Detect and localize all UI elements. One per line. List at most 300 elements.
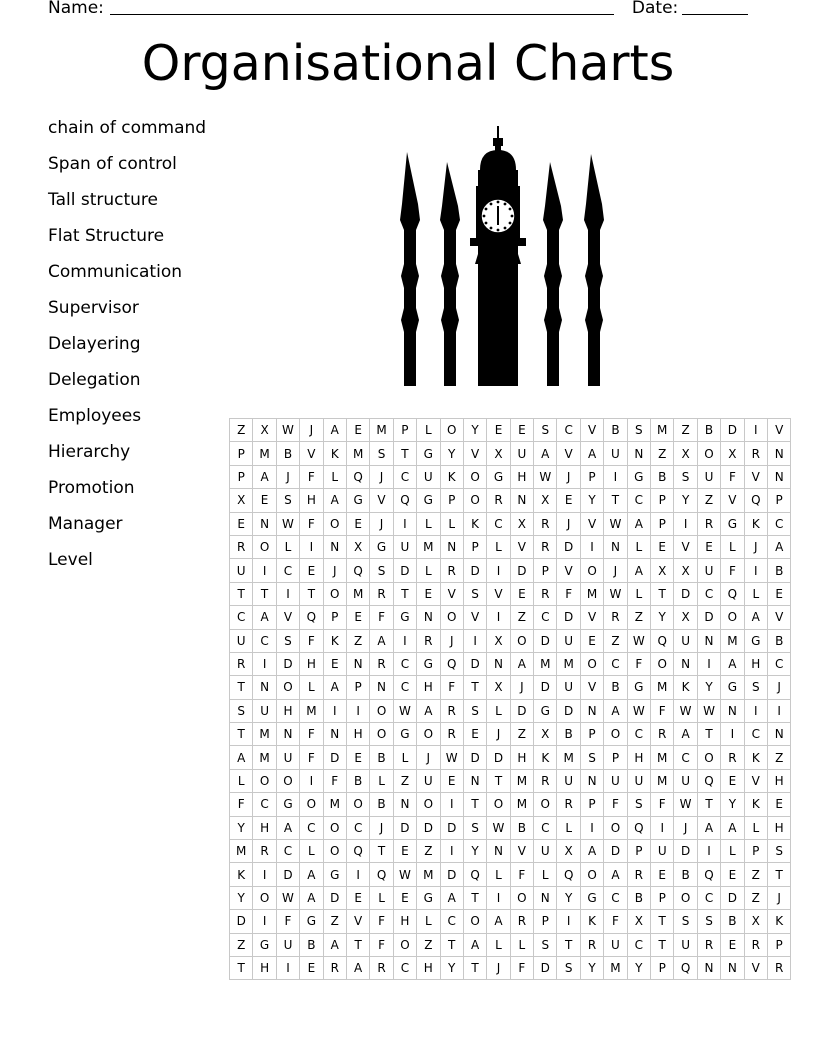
grid-cell[interactable]: B — [370, 793, 393, 816]
grid-cell[interactable]: B — [604, 676, 627, 699]
grid-cell[interactable]: J — [557, 465, 580, 488]
grid-cell[interactable]: X — [487, 676, 510, 699]
grid-cell[interactable]: A — [323, 419, 346, 442]
grid-cell[interactable]: B — [604, 419, 627, 442]
grid-cell[interactable]: Z — [230, 933, 253, 956]
grid-cell[interactable]: E — [417, 582, 440, 605]
grid-cell[interactable]: E — [300, 956, 323, 979]
grid-cell[interactable]: H — [276, 699, 299, 722]
grid-cell[interactable]: P — [440, 489, 463, 512]
grid-cell[interactable]: Z — [651, 442, 674, 465]
grid-cell[interactable]: L — [534, 863, 557, 886]
grid-cell[interactable]: L — [627, 582, 650, 605]
grid-cell[interactable]: E — [580, 629, 603, 652]
grid-cell[interactable]: A — [580, 840, 603, 863]
grid-cell[interactable]: P — [534, 910, 557, 933]
grid-cell[interactable]: U — [230, 629, 253, 652]
grid-cell[interactable]: G — [534, 699, 557, 722]
grid-cell[interactable]: A — [276, 816, 299, 839]
grid-cell[interactable]: S — [534, 933, 557, 956]
date-blank-line[interactable] — [682, 0, 748, 15]
grid-cell[interactable]: M — [580, 582, 603, 605]
grid-cell[interactable]: O — [440, 419, 463, 442]
grid-cell[interactable]: H — [510, 746, 533, 769]
grid-cell[interactable]: T — [230, 956, 253, 979]
grid-cell[interactable]: F — [230, 793, 253, 816]
grid-cell[interactable]: D — [230, 910, 253, 933]
grid-cell[interactable]: H — [300, 652, 323, 675]
grid-cell[interactable]: F — [604, 793, 627, 816]
grid-cell[interactable]: C — [487, 512, 510, 535]
grid-cell[interactable]: R — [744, 442, 767, 465]
grid-cell[interactable]: B — [346, 769, 369, 792]
grid-cell[interactable]: J — [276, 465, 299, 488]
grid-cell[interactable]: Z — [323, 910, 346, 933]
grid-cell[interactable]: Q — [300, 606, 323, 629]
grid-cell[interactable]: N — [440, 535, 463, 558]
grid-cell[interactable]: K — [440, 465, 463, 488]
grid-cell[interactable]: A — [744, 606, 767, 629]
grid-cell[interactable]: A — [417, 699, 440, 722]
grid-cell[interactable]: I — [674, 512, 697, 535]
grid-cell[interactable]: H — [767, 769, 790, 792]
grid-cell[interactable]: I — [463, 629, 486, 652]
grid-cell[interactable]: E — [300, 559, 323, 582]
grid-cell[interactable]: C — [534, 606, 557, 629]
grid-cell[interactable]: G — [627, 676, 650, 699]
grid-cell[interactable]: V — [346, 910, 369, 933]
grid-cell[interactable]: T — [230, 676, 253, 699]
grid-cell[interactable]: O — [323, 512, 346, 535]
grid-cell[interactable]: V — [744, 956, 767, 979]
grid-cell[interactable]: B — [767, 629, 790, 652]
grid-cell[interactable]: T — [463, 793, 486, 816]
grid-cell[interactable]: W — [627, 699, 650, 722]
grid-cell[interactable]: I — [323, 699, 346, 722]
grid-cell[interactable]: M — [253, 723, 276, 746]
grid-cell[interactable]: F — [604, 910, 627, 933]
grid-cell[interactable]: E — [721, 769, 744, 792]
grid-cell[interactable]: R — [534, 535, 557, 558]
grid-cell[interactable]: L — [627, 535, 650, 558]
grid-cell[interactable]: O — [276, 676, 299, 699]
grid-cell[interactable]: S — [230, 699, 253, 722]
grid-cell[interactable]: C — [627, 933, 650, 956]
grid-cell[interactable]: O — [510, 886, 533, 909]
grid-cell[interactable]: B — [557, 723, 580, 746]
grid-cell[interactable]: I — [393, 629, 416, 652]
grid-cell[interactable]: Y — [674, 489, 697, 512]
grid-cell[interactable]: A — [534, 442, 557, 465]
grid-cell[interactable]: I — [440, 793, 463, 816]
grid-cell[interactable]: F — [721, 559, 744, 582]
grid-cell[interactable]: Q — [627, 816, 650, 839]
grid-cell[interactable]: F — [300, 746, 323, 769]
grid-cell[interactable]: J — [744, 535, 767, 558]
grid-cell[interactable]: V — [440, 582, 463, 605]
grid-cell[interactable]: D — [604, 840, 627, 863]
grid-cell[interactable]: G — [393, 723, 416, 746]
grid-cell[interactable]: C — [440, 910, 463, 933]
grid-cell[interactable]: I — [721, 723, 744, 746]
grid-cell[interactable]: I — [253, 863, 276, 886]
grid-cell[interactable]: K — [534, 746, 557, 769]
grid-cell[interactable]: T — [463, 676, 486, 699]
grid-cell[interactable]: R — [510, 910, 533, 933]
grid-cell[interactable]: T — [487, 769, 510, 792]
grid-cell[interactable]: I — [487, 559, 510, 582]
grid-cell[interactable]: I — [487, 606, 510, 629]
grid-cell[interactable]: D — [557, 606, 580, 629]
grid-cell[interactable]: F — [300, 465, 323, 488]
grid-cell[interactable]: V — [276, 606, 299, 629]
grid-cell[interactable]: V — [721, 489, 744, 512]
grid-cell[interactable]: T — [463, 956, 486, 979]
grid-cell[interactable]: L — [417, 910, 440, 933]
grid-cell[interactable]: V — [744, 465, 767, 488]
grid-cell[interactable]: K — [580, 910, 603, 933]
grid-cell[interactable]: Q — [440, 652, 463, 675]
grid-cell[interactable]: E — [346, 512, 369, 535]
grid-cell[interactable]: U — [697, 559, 720, 582]
grid-cell[interactable]: W — [604, 512, 627, 535]
grid-cell[interactable]: C — [276, 840, 299, 863]
grid-cell[interactable]: F — [276, 910, 299, 933]
grid-cell[interactable]: N — [580, 699, 603, 722]
grid-cell[interactable]: M — [651, 419, 674, 442]
grid-cell[interactable]: B — [300, 933, 323, 956]
grid-cell[interactable]: P — [534, 559, 557, 582]
grid-cell[interactable]: T — [440, 933, 463, 956]
grid-cell[interactable]: S — [744, 676, 767, 699]
grid-cell[interactable]: H — [767, 816, 790, 839]
grid-cell[interactable]: O — [674, 886, 697, 909]
grid-cell[interactable]: O — [370, 699, 393, 722]
grid-cell[interactable]: D — [510, 559, 533, 582]
grid-cell[interactable]: E — [651, 535, 674, 558]
grid-cell[interactable]: S — [580, 746, 603, 769]
grid-cell[interactable]: Y — [440, 956, 463, 979]
grid-cell[interactable]: S — [370, 559, 393, 582]
grid-cell[interactable]: W — [393, 699, 416, 722]
grid-cell[interactable]: T — [346, 933, 369, 956]
grid-cell[interactable]: O — [580, 863, 603, 886]
grid-cell[interactable]: D — [721, 886, 744, 909]
grid-cell[interactable]: X — [534, 723, 557, 746]
grid-cell[interactable]: N — [767, 442, 790, 465]
grid-cell[interactable]: R — [534, 582, 557, 605]
grid-cell[interactable]: U — [393, 535, 416, 558]
grid-cell[interactable]: T — [463, 886, 486, 909]
grid-cell[interactable]: O — [487, 793, 510, 816]
grid-cell[interactable]: F — [300, 723, 323, 746]
grid-cell[interactable]: Y — [463, 840, 486, 863]
grid-cell[interactable]: I — [276, 582, 299, 605]
grid-cell[interactable]: O — [323, 816, 346, 839]
grid-cell[interactable]: T — [230, 723, 253, 746]
grid-cell[interactable]: O — [323, 582, 346, 605]
grid-cell[interactable]: N — [767, 723, 790, 746]
grid-cell[interactable]: R — [627, 863, 650, 886]
grid-cell[interactable]: G — [393, 606, 416, 629]
grid-cell[interactable]: H — [417, 956, 440, 979]
grid-cell[interactable]: N — [346, 652, 369, 675]
grid-cell[interactable]: S — [276, 629, 299, 652]
grid-cell[interactable]: G — [721, 512, 744, 535]
grid-cell[interactable]: A — [767, 535, 790, 558]
grid-cell[interactable]: T — [253, 582, 276, 605]
grid-cell[interactable]: E — [767, 793, 790, 816]
grid-cell[interactable]: W — [534, 465, 557, 488]
grid-cell[interactable]: A — [323, 676, 346, 699]
grid-cell[interactable]: R — [744, 933, 767, 956]
grid-cell[interactable]: E — [440, 769, 463, 792]
grid-cell[interactable]: J — [300, 419, 323, 442]
grid-cell[interactable]: I — [651, 816, 674, 839]
grid-cell[interactable]: Q — [346, 559, 369, 582]
grid-cell[interactable]: Z — [744, 863, 767, 886]
grid-cell[interactable]: J — [487, 956, 510, 979]
grid-cell[interactable]: S — [674, 465, 697, 488]
grid-cell[interactable]: Y — [627, 956, 650, 979]
grid-cell[interactable]: Z — [346, 629, 369, 652]
grid-cell[interactable]: L — [440, 512, 463, 535]
grid-cell[interactable]: I — [346, 863, 369, 886]
grid-cell[interactable]: T — [697, 723, 720, 746]
grid-cell[interactable]: N — [487, 840, 510, 863]
grid-cell[interactable]: R — [440, 559, 463, 582]
grid-cell[interactable]: A — [346, 956, 369, 979]
grid-cell[interactable]: Q — [346, 465, 369, 488]
grid-cell[interactable]: L — [417, 559, 440, 582]
grid-cell[interactable]: T — [370, 840, 393, 863]
grid-cell[interactable]: V — [487, 582, 510, 605]
grid-cell[interactable]: D — [463, 746, 486, 769]
grid-cell[interactable]: S — [276, 489, 299, 512]
grid-cell[interactable]: N — [323, 723, 346, 746]
grid-cell[interactable]: G — [417, 489, 440, 512]
grid-cell[interactable]: K — [674, 676, 697, 699]
grid-cell[interactable]: B — [697, 419, 720, 442]
grid-cell[interactable]: G — [323, 863, 346, 886]
grid-cell[interactable]: G — [370, 535, 393, 558]
grid-cell[interactable]: O — [440, 606, 463, 629]
grid-cell[interactable]: X — [627, 910, 650, 933]
grid-cell[interactable]: E — [767, 582, 790, 605]
grid-cell[interactable]: O — [323, 840, 346, 863]
grid-cell[interactable]: E — [346, 746, 369, 769]
grid-cell[interactable]: N — [627, 442, 650, 465]
grid-cell[interactable]: D — [674, 582, 697, 605]
grid-cell[interactable]: C — [393, 676, 416, 699]
grid-cell[interactable]: M — [346, 442, 369, 465]
grid-cell[interactable]: U — [604, 933, 627, 956]
grid-cell[interactable]: C — [346, 816, 369, 839]
grid-cell[interactable]: S — [534, 419, 557, 442]
grid-cell[interactable]: P — [651, 956, 674, 979]
grid-cell[interactable]: S — [557, 956, 580, 979]
grid-cell[interactable]: F — [370, 933, 393, 956]
grid-cell[interactable]: S — [463, 816, 486, 839]
grid-cell[interactable]: L — [744, 816, 767, 839]
grid-cell[interactable]: R — [230, 652, 253, 675]
grid-cell[interactable]: E — [510, 582, 533, 605]
grid-cell[interactable]: F — [370, 606, 393, 629]
grid-cell[interactable]: M — [253, 442, 276, 465]
grid-cell[interactable]: I — [744, 559, 767, 582]
grid-cell[interactable]: C — [697, 582, 720, 605]
grid-cell[interactable]: O — [393, 933, 416, 956]
grid-cell[interactable]: N — [510, 489, 533, 512]
grid-cell[interactable]: U — [651, 840, 674, 863]
grid-cell[interactable]: C — [604, 652, 627, 675]
grid-cell[interactable]: V — [300, 442, 323, 465]
grid-cell[interactable]: D — [323, 746, 346, 769]
grid-cell[interactable]: A — [300, 886, 323, 909]
grid-cell[interactable]: I — [580, 535, 603, 558]
grid-cell[interactable]: V — [580, 676, 603, 699]
grid-cell[interactable]: I — [744, 419, 767, 442]
grid-cell[interactable]: D — [440, 863, 463, 886]
grid-cell[interactable]: R — [534, 512, 557, 535]
grid-cell[interactable]: G — [417, 886, 440, 909]
grid-cell[interactable]: J — [767, 676, 790, 699]
grid-cell[interactable]: N — [697, 956, 720, 979]
grid-cell[interactable]: O — [697, 442, 720, 465]
grid-cell[interactable]: C — [557, 419, 580, 442]
grid-cell[interactable]: D — [463, 652, 486, 675]
grid-cell[interactable]: E — [487, 419, 510, 442]
grid-cell[interactable]: D — [463, 559, 486, 582]
grid-cell[interactable]: P — [230, 442, 253, 465]
grid-cell[interactable]: C — [276, 559, 299, 582]
grid-cell[interactable]: M — [323, 793, 346, 816]
grid-cell[interactable]: U — [534, 840, 557, 863]
grid-cell[interactable]: M — [253, 746, 276, 769]
grid-cell[interactable]: D — [534, 956, 557, 979]
grid-cell[interactable]: P — [346, 676, 369, 699]
grid-cell[interactable]: N — [721, 956, 744, 979]
grid-cell[interactable]: L — [276, 535, 299, 558]
grid-cell[interactable]: E — [651, 863, 674, 886]
grid-cell[interactable]: M — [417, 535, 440, 558]
grid-cell[interactable]: L — [323, 465, 346, 488]
grid-cell[interactable]: N — [674, 652, 697, 675]
grid-cell[interactable]: X — [253, 419, 276, 442]
grid-cell[interactable]: T — [300, 582, 323, 605]
grid-cell[interactable]: M — [651, 769, 674, 792]
grid-cell[interactable]: I — [767, 699, 790, 722]
grid-cell[interactable]: I — [487, 886, 510, 909]
grid-cell[interactable]: J — [417, 746, 440, 769]
grid-cell[interactable]: O — [463, 910, 486, 933]
grid-cell[interactable]: H — [510, 465, 533, 488]
grid-cell[interactable]: P — [580, 723, 603, 746]
grid-cell[interactable]: C — [604, 886, 627, 909]
grid-cell[interactable]: Q — [744, 489, 767, 512]
grid-cell[interactable]: F — [440, 676, 463, 699]
grid-cell[interactable]: H — [417, 676, 440, 699]
grid-cell[interactable]: M — [557, 746, 580, 769]
grid-cell[interactable]: F — [300, 629, 323, 652]
grid-cell[interactable]: Z — [697, 489, 720, 512]
grid-cell[interactable]: Y — [557, 886, 580, 909]
grid-cell[interactable]: E — [323, 652, 346, 675]
grid-cell[interactable]: R — [697, 512, 720, 535]
grid-cell[interactable]: M — [300, 699, 323, 722]
grid-cell[interactable]: R — [721, 746, 744, 769]
grid-cell[interactable]: M — [417, 863, 440, 886]
grid-cell[interactable]: A — [463, 933, 486, 956]
grid-cell[interactable]: O — [510, 629, 533, 652]
grid-cell[interactable]: N — [370, 676, 393, 699]
grid-cell[interactable]: J — [370, 465, 393, 488]
grid-cell[interactable]: U — [557, 676, 580, 699]
grid-cell[interactable]: I — [697, 652, 720, 675]
grid-cell[interactable]: S — [463, 582, 486, 605]
grid-cell[interactable]: T — [697, 793, 720, 816]
grid-cell[interactable]: L — [744, 582, 767, 605]
grid-cell[interactable]: M — [651, 676, 674, 699]
grid-cell[interactable]: D — [510, 699, 533, 722]
grid-cell[interactable]: J — [674, 816, 697, 839]
grid-cell[interactable]: L — [393, 746, 416, 769]
grid-cell[interactable]: R — [253, 840, 276, 863]
grid-cell[interactable]: F — [323, 769, 346, 792]
grid-cell[interactable]: K — [323, 442, 346, 465]
grid-cell[interactable]: Y — [230, 816, 253, 839]
grid-cell[interactable]: C — [744, 723, 767, 746]
grid-cell[interactable]: Q — [697, 863, 720, 886]
grid-cell[interactable]: R — [370, 956, 393, 979]
grid-cell[interactable]: L — [300, 840, 323, 863]
grid-cell[interactable]: I — [697, 840, 720, 863]
grid-cell[interactable]: G — [346, 489, 369, 512]
grid-cell[interactable]: M — [346, 582, 369, 605]
grid-cell[interactable]: O — [463, 489, 486, 512]
grid-cell[interactable]: W — [487, 816, 510, 839]
grid-cell[interactable]: P — [651, 489, 674, 512]
grid-cell[interactable]: U — [674, 769, 697, 792]
grid-cell[interactable]: A — [627, 512, 650, 535]
grid-cell[interactable]: B — [370, 746, 393, 769]
grid-cell[interactable]: K — [323, 629, 346, 652]
grid-cell[interactable]: R — [417, 629, 440, 652]
grid-cell[interactable]: J — [767, 886, 790, 909]
grid-cell[interactable]: V — [557, 442, 580, 465]
grid-cell[interactable]: J — [510, 676, 533, 699]
grid-cell[interactable]: W — [276, 886, 299, 909]
grid-cell[interactable]: C — [674, 746, 697, 769]
grid-cell[interactable]: D — [557, 699, 580, 722]
grid-cell[interactable]: A — [674, 723, 697, 746]
grid-cell[interactable]: U — [230, 559, 253, 582]
grid-cell[interactable]: N — [721, 699, 744, 722]
grid-cell[interactable]: C — [253, 793, 276, 816]
grid-cell[interactable]: S — [627, 419, 650, 442]
grid-cell[interactable]: X — [487, 442, 510, 465]
grid-cell[interactable]: S — [674, 910, 697, 933]
grid-cell[interactable]: P — [767, 489, 790, 512]
grid-cell[interactable]: R — [370, 582, 393, 605]
grid-cell[interactable]: H — [744, 652, 767, 675]
grid-cell[interactable]: U — [276, 746, 299, 769]
grid-cell[interactable]: C — [393, 465, 416, 488]
grid-cell[interactable]: W — [674, 793, 697, 816]
grid-cell[interactable]: A — [300, 863, 323, 886]
grid-cell[interactable]: E — [253, 489, 276, 512]
grid-cell[interactable]: L — [300, 676, 323, 699]
